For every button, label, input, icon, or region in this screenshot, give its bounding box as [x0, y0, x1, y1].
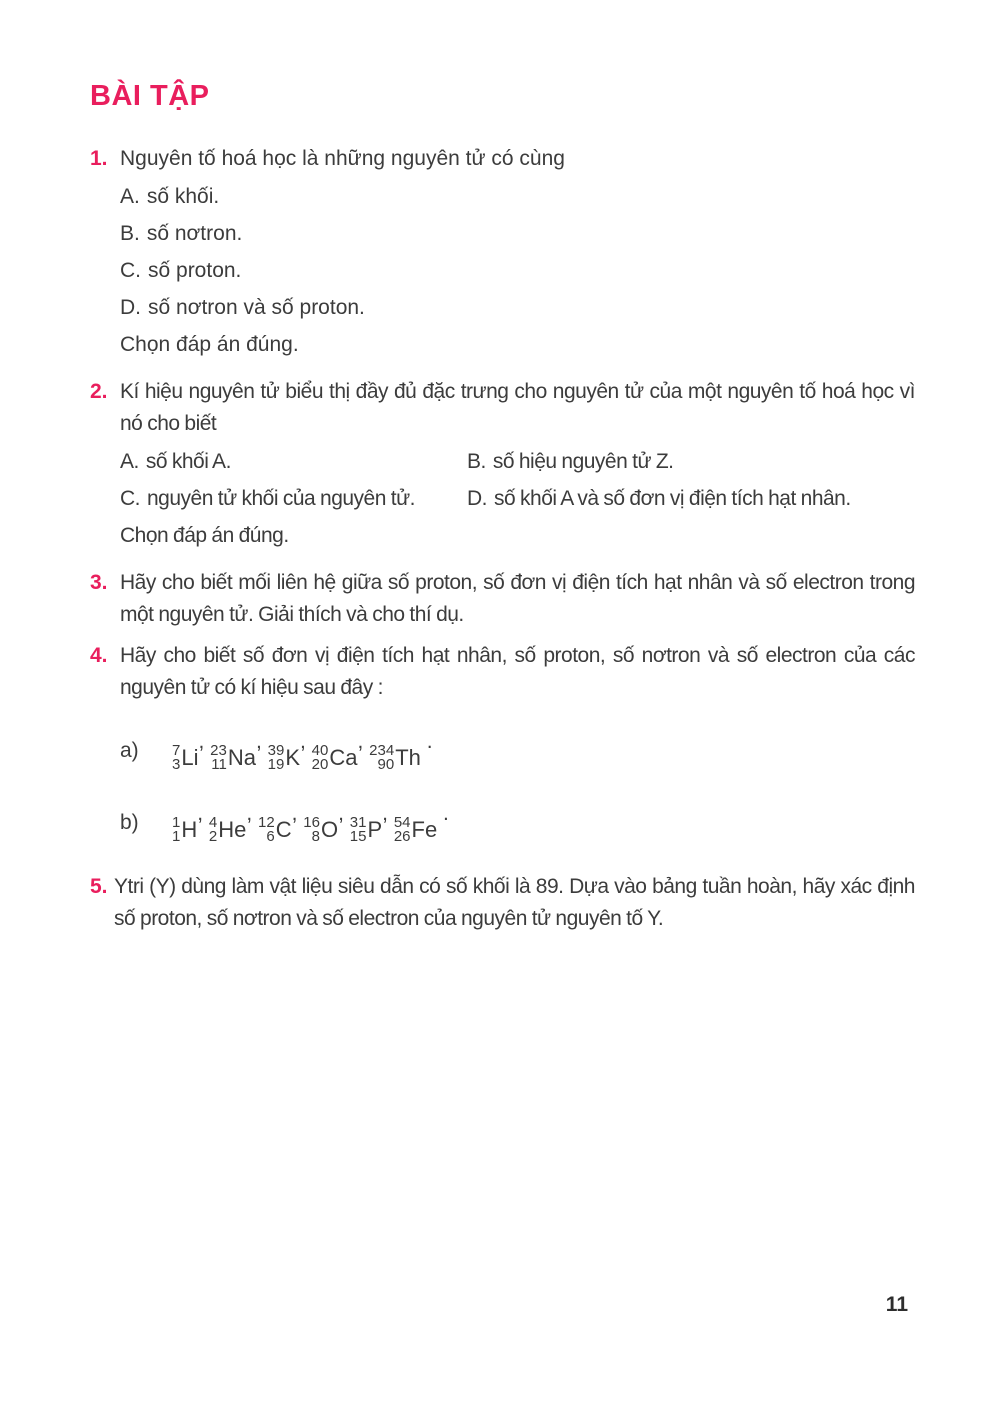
question-1-body: [120, 143, 915, 367]
atomic-number: 11: [211, 756, 227, 773]
atomic-number: 15: [349, 828, 367, 845]
isotope-na: [210, 744, 256, 772]
question-1-number: 1.: [90, 147, 108, 170]
option-d: [120, 293, 915, 323]
atomic-number: 26: [393, 828, 411, 845]
isotope-numbers: [268, 744, 285, 772]
option-b: [467, 447, 915, 477]
element-symbol: Fe: [411, 817, 438, 842]
option-b-label: B.: [467, 450, 486, 473]
isotope-numbers: [258, 816, 275, 844]
option-d-text: số nơtron và số proton.: [148, 296, 365, 319]
isotope-list-a-items: 7 3 Li , 23 11 Na , 39 19 K , 40 20 Ca , 234 90 Th .: [172, 730, 433, 773]
element-symbol: Na: [227, 745, 256, 770]
element-symbol: Ca: [329, 745, 358, 770]
mass-number: 40: [311, 742, 329, 759]
atomic-number: 20: [311, 756, 329, 773]
option-d-text: số khối A và số đơn vị điện tích hạt nhân.: [494, 487, 851, 510]
isotope-li: [172, 744, 198, 772]
atomic-number: 1: [172, 828, 181, 845]
element-symbol: Th: [395, 745, 421, 770]
isotope-h: [172, 816, 197, 844]
question-5-text: Ytri (Y) dùng làm vật liệu siêu dẫn có số khối là 89. Dựa vào bảng tuần hoàn, hãy xác định số proton, số nơtron và số electron của nguyên tử nguyên tố Y.: [114, 875, 915, 930]
element-symbol: He: [218, 817, 247, 842]
isotope-numbers: [209, 816, 217, 844]
question-2-body: [120, 376, 915, 558]
element-symbol: Li: [181, 745, 199, 770]
isotope-numbers: [210, 744, 227, 772]
question-5: [90, 871, 915, 935]
isotope-numbers: [369, 744, 394, 772]
atomic-number: 19: [267, 756, 285, 773]
isotope-th: [369, 744, 421, 772]
element-symbol: H: [181, 817, 198, 842]
question-2-text: Kí hiệu nguyên tử biểu thị đầy đủ đặc trưng cho nguyên tử của một nguyên tố hoá học vì nó cho biết: [120, 380, 915, 435]
isotope-list-b: [120, 802, 915, 844]
question-2: [90, 376, 915, 558]
mass-number: 31: [349, 814, 367, 831]
question-4-number: 4.: [90, 644, 108, 667]
isotope-numbers: [394, 816, 411, 844]
mass-number: 4: [208, 814, 218, 831]
option-d: [467, 484, 915, 514]
question-3-number: 3.: [90, 571, 108, 594]
question-4-text: Hãy cho biết số đơn vị điện tích hạt nhân, số proton, số nơtron và số electron của các nguyên tử có kí hiệu sau đây :: [120, 644, 915, 699]
page-title: BÀI TẬP: [90, 80, 210, 112]
option-b-text: số hiệu nguyên tử Z.: [492, 450, 674, 473]
isotope-p: [350, 816, 382, 844]
element-symbol: P: [367, 817, 383, 842]
option-c-label: C.: [120, 487, 140, 510]
isotope-numbers: [172, 816, 180, 844]
question-2-number: 2.: [90, 380, 108, 403]
isotope-he: [209, 816, 246, 844]
mass-number: 234: [369, 742, 395, 759]
option-c-label: C.: [120, 259, 141, 282]
atomic-number: 90: [377, 756, 395, 773]
option-b-text: số nơtron.: [146, 222, 243, 245]
question-1-options: [120, 182, 915, 360]
option-c-text: nguyên tử khối của nguyên tử.: [147, 487, 415, 510]
mass-number: 1: [172, 814, 181, 831]
isotope-numbers: [312, 744, 329, 772]
option-a-label: A.: [120, 185, 140, 208]
option-a-label: A.: [120, 450, 139, 473]
atomic-number: 6: [266, 828, 275, 845]
option-a: [120, 447, 467, 477]
mass-number: 39: [267, 742, 285, 759]
isotope-numbers: [350, 816, 367, 844]
question-5-body: [114, 871, 915, 935]
atomic-number: 3: [172, 756, 181, 773]
option-b-label: B.: [120, 222, 140, 245]
question-3-text: Hãy cho biết mối liên hệ giữa số proton, số đơn vị điện tích hạt nhân và số electron trong một nguyên tử. Giải thích và cho thí dụ.: [120, 571, 915, 626]
option-d-label: D.: [120, 296, 141, 319]
element-symbol: O: [320, 817, 339, 842]
question-3-body: [120, 567, 915, 631]
question-4: [90, 640, 915, 862]
mass-number: 7: [172, 742, 181, 759]
isotope-numbers: [303, 816, 320, 844]
element-symbol: K: [285, 745, 300, 770]
isotope-c: [258, 816, 292, 844]
option-a-text: số khối.: [146, 185, 220, 208]
question-1: [90, 143, 915, 367]
question-2-options: [120, 447, 915, 521]
isotope-fe: [394, 816, 437, 844]
isotope-ca: [312, 744, 358, 772]
isotope-list-a-label: a): [120, 739, 139, 762]
isotope-list-a: [120, 730, 915, 772]
isotope-list-b-label: b): [120, 811, 139, 834]
element-symbol: C: [275, 817, 292, 842]
isotope-numbers: [172, 744, 180, 772]
page-number: 11: [885, 1293, 908, 1316]
question-1-footer: Chọn đáp án đúng.: [120, 333, 299, 356]
atomic-number: 8: [311, 828, 320, 845]
option-c: [120, 256, 915, 286]
question-5-number: 5.: [90, 875, 108, 898]
atomic-number: 2: [208, 828, 218, 845]
option-a-text: số khối A.: [145, 450, 231, 473]
mass-number: 16: [303, 814, 320, 831]
mass-number: 23: [210, 742, 227, 759]
question-2-footer: Chọn đáp án đúng.: [120, 524, 289, 547]
question-3: [90, 567, 915, 631]
option-a: [120, 182, 915, 212]
question-4-body: [120, 640, 915, 862]
mass-number: 12: [258, 814, 275, 831]
isotope-k: [268, 744, 300, 772]
option-b: [120, 219, 915, 249]
option-c-text: số proton.: [148, 259, 242, 282]
isotope-list-b-items: 1 1 H , 4 2 He , 12 6 C , 16 8 O , 31 15 P , 54 26 Fe .: [172, 802, 449, 845]
isotope-o: [303, 816, 338, 844]
mass-number: 54: [393, 814, 411, 831]
option-d-label: D.: [467, 487, 487, 510]
option-c: [120, 484, 467, 514]
question-1-text: Nguyên tố hoá học là những nguyên tử có cùng: [120, 147, 565, 170]
